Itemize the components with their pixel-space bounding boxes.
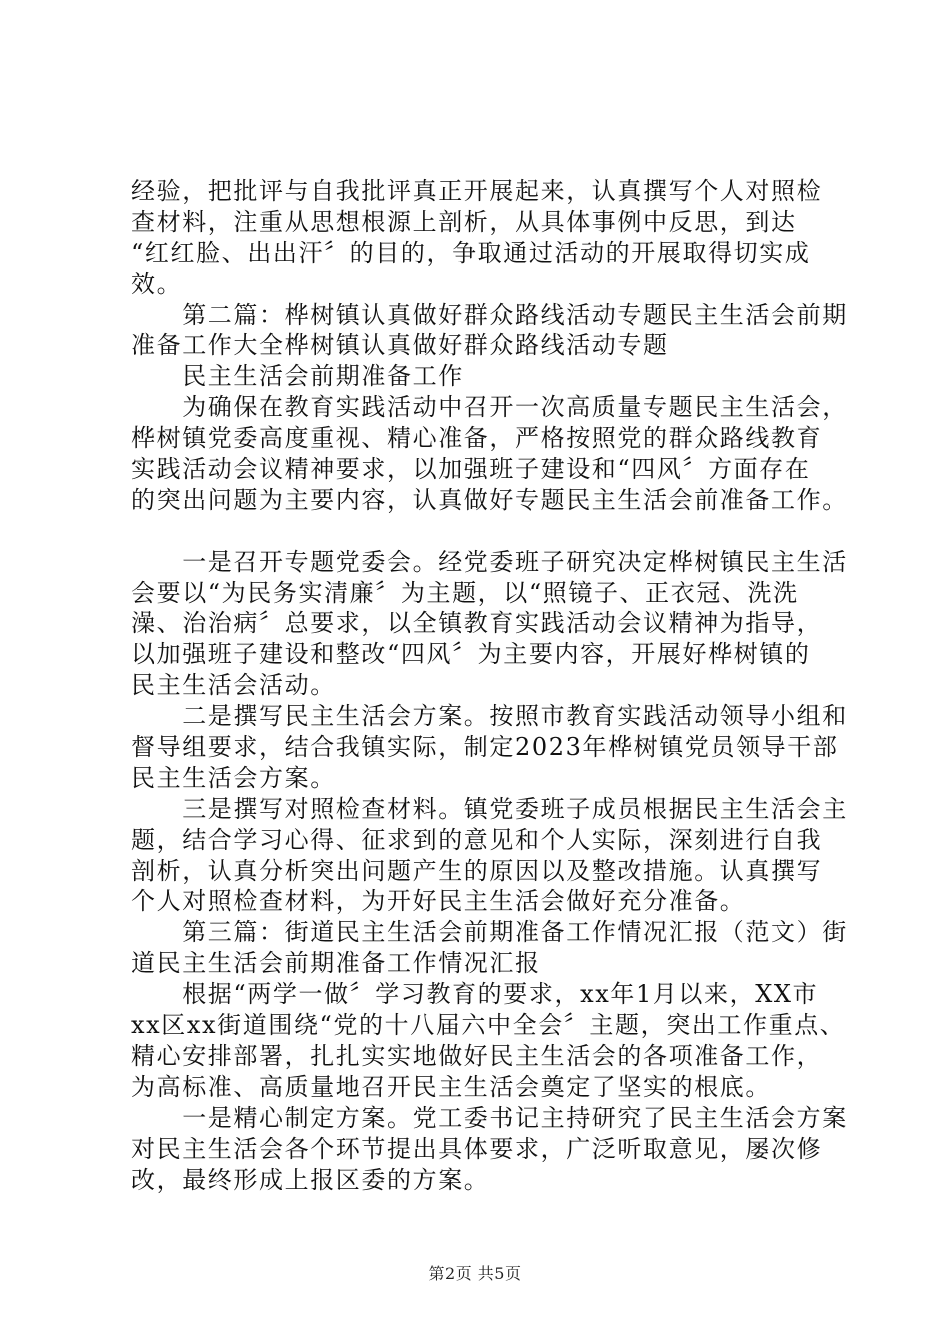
section-heading-line: 第二篇：桦树镇认真做好群众路线活动专题民主生活会前期 <box>131 300 848 329</box>
page-number-footer: 第2页 共5页 <box>428 1264 522 1283</box>
text-line: 一是精心制定方案。党工委书记主持研究了民主生活会方案 <box>131 1103 848 1132</box>
text-line: “红红脸、出出汗〞的目的，争取通过活动的开展取得切实成 <box>131 238 811 267</box>
text-line: 为确保在教育实践活动中召开一次高质量专题民主生活会， <box>131 393 848 422</box>
text-line: 民主生活会方案。 <box>131 763 336 792</box>
text-line: 会要以“为民务实清廉〞为主题，以“照镜子、正衣冠、洗洗 <box>131 578 799 607</box>
text-line: xx区xx街道围绕“党的十八届六中全会〞主题，突出工作重点、 <box>131 1011 846 1040</box>
section-subtitle-line: 民主生活会前期准备工作 <box>131 362 464 391</box>
text-line: 二是撰写民主生活会方案。按照市教育实践活动领导小组和 <box>131 702 848 731</box>
text-line: 以加强班子建设和整改“四风〞为主要内容，开展好桦树镇的 <box>131 640 811 669</box>
text-line: 个人对照检查材料，为开好民主生活会做好充分准备。 <box>131 887 746 916</box>
text-line: 题，结合学习心得、征求到的意见和个人实际，深刻进行自我 <box>131 825 823 854</box>
text-line: 实践活动会议精神要求，以加强班子建设和“四风〞方面存在 <box>131 455 811 484</box>
text-line: 对民主生活会各个环节提出具体要求，广泛听取意见，屡次修 <box>131 1134 823 1163</box>
text-line: 为高标准、高质量地召开民主生活会奠定了坚实的根底。 <box>131 1072 771 1101</box>
section-heading-line: 道民主生活会前期准备工作情况汇报 <box>131 949 541 978</box>
text-line: 剖析，认真分析突出问题产生的原因以及整改措施。认真撰写 <box>131 856 823 885</box>
text-line: 一是召开专题党委会。经党委班子研究决定桦树镇民主生活 <box>131 547 848 576</box>
text-line: 督导组要求，结合我镇实际，制定2023年桦树镇党员领导干部 <box>131 733 839 762</box>
text-line: 三是撰写对照检查材料。镇党委班子成员根据民主生活会主 <box>131 794 848 823</box>
text-line: 的突出问题为主要内容，认真做好专题民主生活会前准备工作。 <box>131 485 848 514</box>
text-line: 桦树镇党委高度重视、精心准备，严格按照党的群众路线教育 <box>131 424 823 453</box>
text-line: 改，最终形成上报区委的方案。 <box>131 1165 490 1194</box>
text-line: 根据“两学一做〞学习教育的要求，xx年1月以来，XX市 <box>131 980 819 1009</box>
section-heading-line: 准备工作大全桦树镇认真做好群众路线活动专题 <box>131 331 669 360</box>
text-line: 精心安排部署，扎扎实实地做好民主生活会的各项准备工作， <box>131 1041 823 1070</box>
text-line: 澡、治治病〞总要求，以全镇教育实践活动会议精神为指导， <box>131 609 823 638</box>
blank-line <box>131 516 831 547</box>
text-line: 效。 <box>131 269 183 298</box>
text-line: 民主生活会活动。 <box>131 671 336 700</box>
text-line: 经验，把批评与自我批评真正开展起来，认真撰写个人对照检 <box>131 177 823 205</box>
document-body <box>131 176 848 1195</box>
text-line: 查材料，注重从思想根源上剖析，从具体事例中反思，到达 <box>131 207 797 236</box>
section-heading-line: 第三篇：街道民主生活会前期准备工作情况汇报（范文）街 <box>131 918 848 947</box>
